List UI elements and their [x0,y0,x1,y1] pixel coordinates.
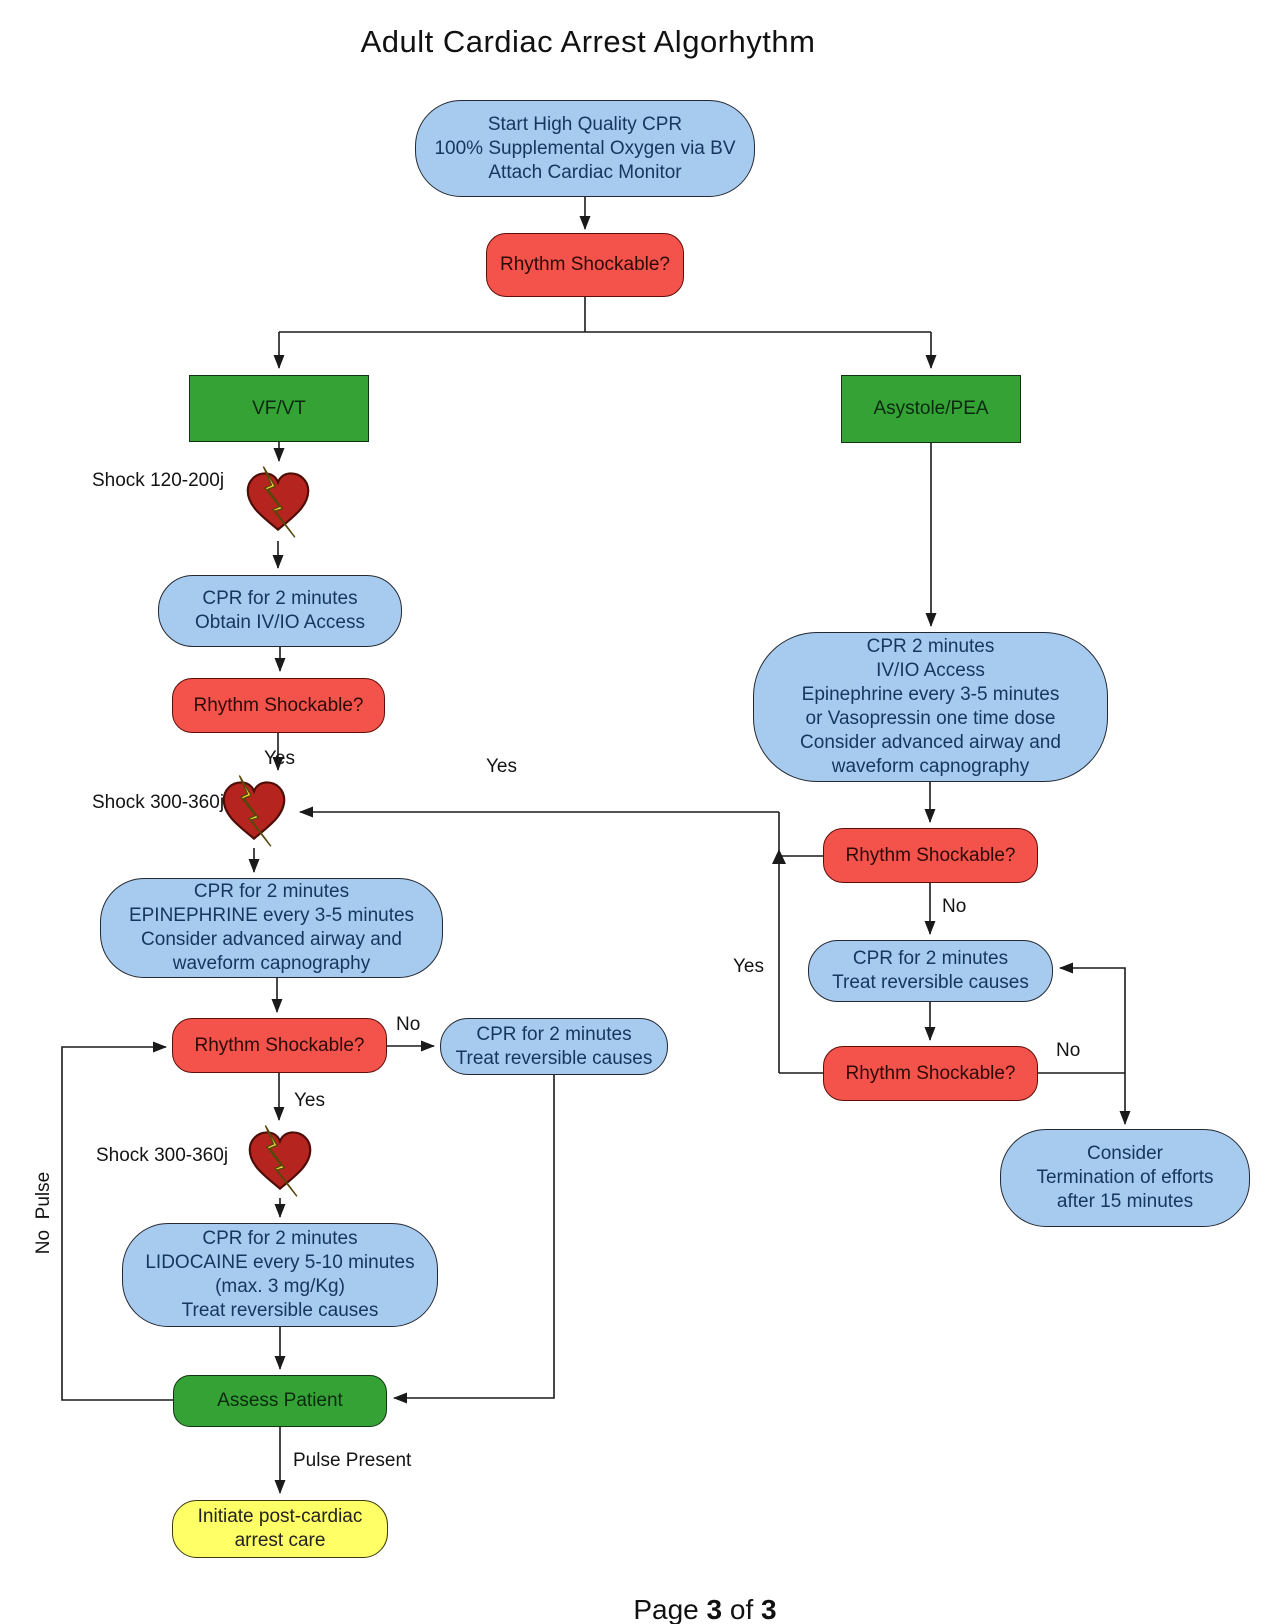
node-line: EPINEPHRINE every 3-5 minutes [128,905,415,926]
node-line: (max. 3 mg/Kg) [215,1276,345,1297]
node-line: Rhythm Shockable? [193,694,364,716]
node-line: Assess Patient [217,1390,343,1411]
node-assess-patient [173,1375,387,1427]
node-cpr-treat-reversible-left [440,1018,668,1075]
shock-heart-icon [250,1126,310,1196]
node-line: CPR 2 minutes [866,636,995,657]
footer-word-of: of [729,1594,754,1624]
node-line: Start High Quality CPR [487,113,683,135]
label-no-3: No [1056,1040,1081,1061]
node-line: Rhythm Shockable? [845,1062,1016,1084]
node-line: Rhythm Shockable? [499,254,671,275]
node-post-cardiac-arrest-care [172,1500,388,1558]
node-line: Termination of efforts [1036,1167,1214,1188]
node-rhythm-shockable-3 [172,1018,387,1073]
shock-heart-icon [224,776,284,846]
node-line: or Vasopressin one time dose [805,708,1056,729]
node-vfvt [189,375,369,442]
node-line: Treat reversible causes [181,1300,379,1321]
label-yes-1: Yes [264,748,295,769]
node-line: CPR for 2 minutes [193,881,350,902]
label-no-1: No [396,1014,421,1035]
label-no-pulse: No Pulse [33,1171,54,1255]
node-line: Consider [1086,1143,1164,1164]
node-line: CPR for 2 minutes [202,588,358,609]
footer-total-pages: 3 [761,1594,777,1624]
node-start-cpr [415,100,755,197]
node-line: CPR for 2 minutes [476,1023,632,1045]
node-line: VF/VT [252,397,306,419]
label-yes-2: Yes [294,1090,325,1111]
page-footer [505,1594,905,1624]
node-cpr-right-branch [753,632,1108,782]
node-line: Treat reversible causes [832,972,1029,993]
footer-current-page: 3 [706,1594,723,1624]
node-line: Attach Cardiac Monitor [488,161,682,183]
node-rhythm-shockable-r2 [823,1046,1038,1101]
page-title: Adult Cardiac Arrest Algorhythm [360,24,816,59]
shock-heart-icon [248,467,308,537]
up-arrowhead [772,849,786,864]
label-yes-merge: Yes [486,756,517,777]
node-line: 100% Supplemental Oxygen via BV [434,137,736,159]
node-line: CPR for 2 minutes [852,948,1009,969]
node-line: Rhythm Shockable? [845,844,1016,866]
label-shock-120-200: Shock 120-200j [92,470,225,491]
node-line: arrest care [234,1530,326,1551]
node-cpr-lidocaine [122,1223,438,1327]
footer-word-page: Page [633,1594,699,1624]
label-shock-300-360-second: Shock 300-360j [96,1145,229,1166]
node-line: waveform capnography [831,756,1030,777]
node-line: after 15 minutes [1056,1191,1194,1212]
node-line: Epinephrine every 3-5 minutes [801,684,1060,705]
node-rhythm-shockable-1 [486,233,684,297]
node-line: Initiate post-cardiac [197,1506,363,1527]
node-line: LIDOCAINE every 5-10 minutes [145,1252,415,1273]
label-pulse-present: Pulse Present [293,1450,412,1471]
node-asystole-pea [841,375,1021,443]
node-line: Consider advanced airway and [141,929,402,950]
node-line: Consider advanced airway and [800,732,1061,753]
node-rhythm-shockable-2 [172,678,385,733]
node-cpr-epinephrine [100,878,443,978]
node-consider-termination [1000,1129,1250,1227]
node-line: Rhythm Shockable? [194,1034,365,1056]
node-line: CPR for 2 minutes [202,1228,358,1249]
node-line: Treat reversible causes [455,1047,653,1069]
node-cpr-treat-reversible-right [808,940,1053,1002]
label-shock-300-360-first: Shock 300-360j [92,792,225,813]
label-no-2: No [942,896,967,917]
node-line: Obtain IV/IO Access [194,612,366,633]
node-rhythm-shockable-r1 [823,828,1038,883]
node-cpr-iv-access [158,575,402,647]
node-line: Asystole/PEA [873,398,989,419]
node-line: waveform capnography [172,953,371,974]
node-line: IV/IO Access [876,660,985,681]
label-yes-right-loop: Yes [733,956,764,977]
